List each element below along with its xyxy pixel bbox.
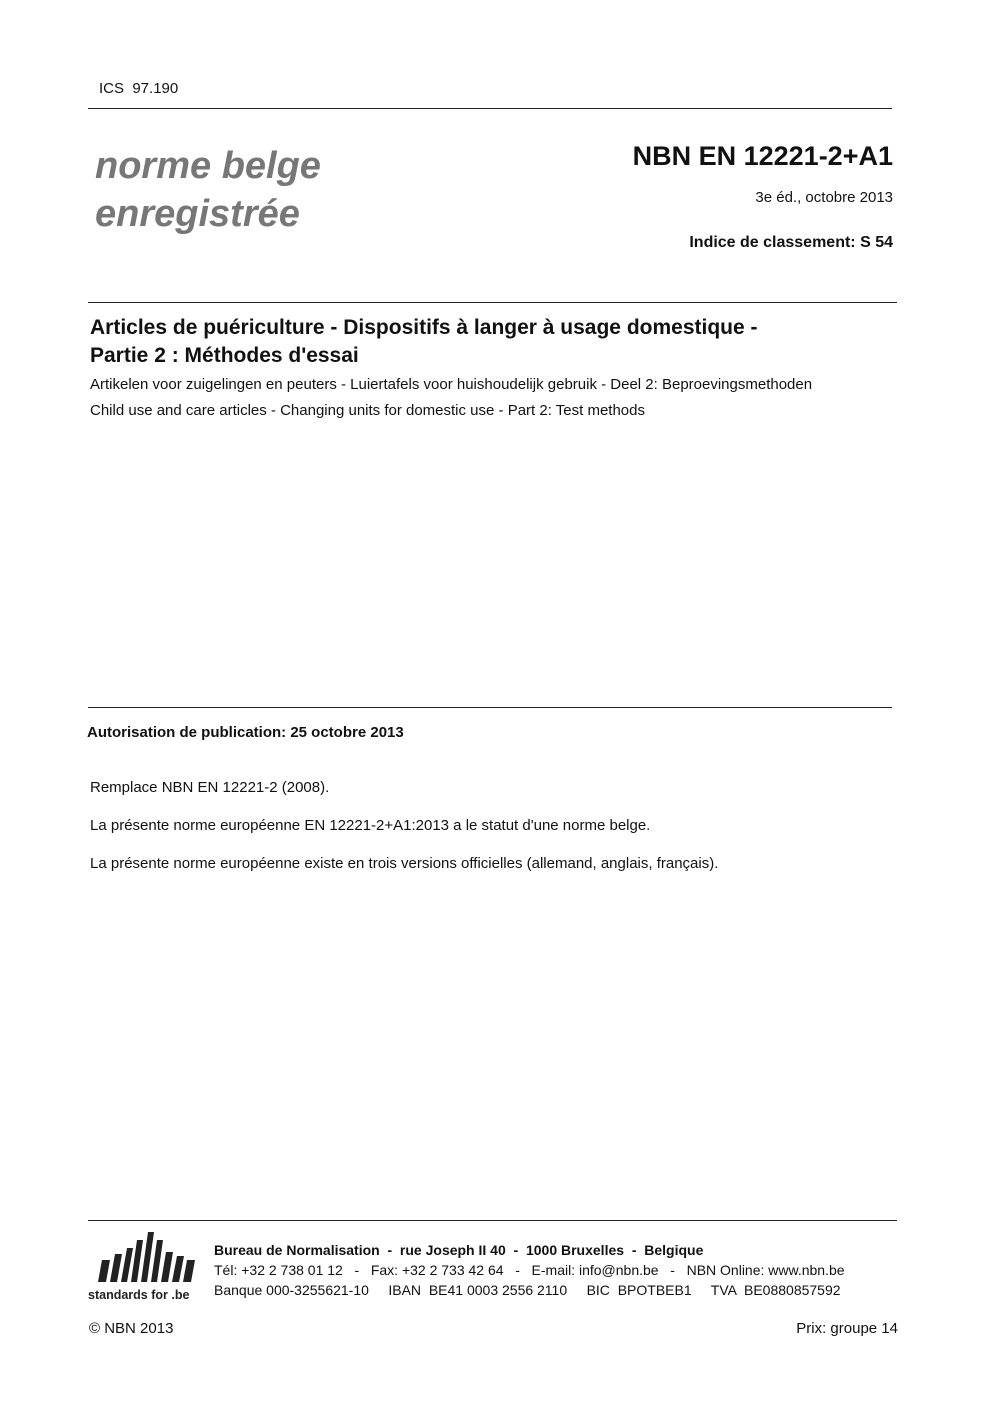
edition-info: 3e éd., octobre 2013: [755, 189, 893, 206]
footer-bank-details: Banque 000-3255621-10 IBAN BE41 0003 2556 2110 BIC BPOTBEB1 TVA BE0880857592: [214, 1282, 841, 1298]
standard-type-line-1: norme belge: [95, 145, 321, 187]
price-group: Prix: groupe 14: [796, 1320, 898, 1337]
logo-stripe: [141, 1232, 154, 1282]
title-french-line-1: Articles de puériculture - Dispositifs à langer à usage domestique -: [90, 316, 758, 339]
versions-note: La présente norme européenne existe en trois versions officielles (allemand, anglais, français).: [90, 855, 719, 872]
copyright: © NBN 2013: [89, 1320, 174, 1337]
title-divider: [88, 302, 897, 303]
publication-authorisation: Autorisation de publication: 25 octobre 2013: [87, 724, 404, 741]
title-dutch: Artikelen voor zuigelingen en peuters - Luiertafels voor huishoudelijk gebruik - Deel 2: Beproevingsmethoden: [90, 376, 813, 393]
logo-stripe: [172, 1256, 184, 1282]
footer-divider: [88, 1220, 897, 1221]
logo-stripe: [121, 1248, 133, 1282]
title-french-line-2: Partie 2 : Méthodes d'essai: [90, 344, 359, 367]
logo-stripe: [110, 1254, 122, 1282]
standard-type-line-2: enregistrée: [95, 193, 300, 235]
title-french: [90, 314, 758, 370]
replaces-note: Remplace NBN EN 12221-2 (2008).: [90, 779, 330, 796]
logo-stripe: [161, 1252, 173, 1282]
standard-number: NBN EN 12221-2+A1: [632, 141, 893, 171]
logo-stripe: [131, 1240, 143, 1282]
ics-code: ICS 97.190: [99, 80, 179, 97]
header-divider: [88, 108, 892, 109]
publication-divider: [88, 707, 892, 708]
footer-address: Bureau de Normalisation - rue Joseph II 40 - 1000 Bruxelles - Belgique: [214, 1242, 704, 1258]
logo-tagline: standards for .be: [88, 1288, 190, 1302]
footer-contact: Tél: +32 2 738 01 12 - Fax: +32 2 733 42 64 - E-mail: info@nbn.be - NBN Online: www.nbn.be: [214, 1262, 845, 1278]
title-english: Child use and care articles - Changing units for domestic use - Part 2: Test methods: [90, 402, 645, 419]
status-note: La présente norme européenne EN 12221-2+A1:2013 a le statut d'une norme belge.: [90, 817, 651, 834]
logo-stripe: [98, 1260, 110, 1282]
logo-stripe: [183, 1260, 195, 1282]
classification-index: Indice de classement: S 54: [689, 234, 893, 251]
logo-stripe: [151, 1240, 163, 1282]
standard-type-heading: [95, 142, 321, 238]
